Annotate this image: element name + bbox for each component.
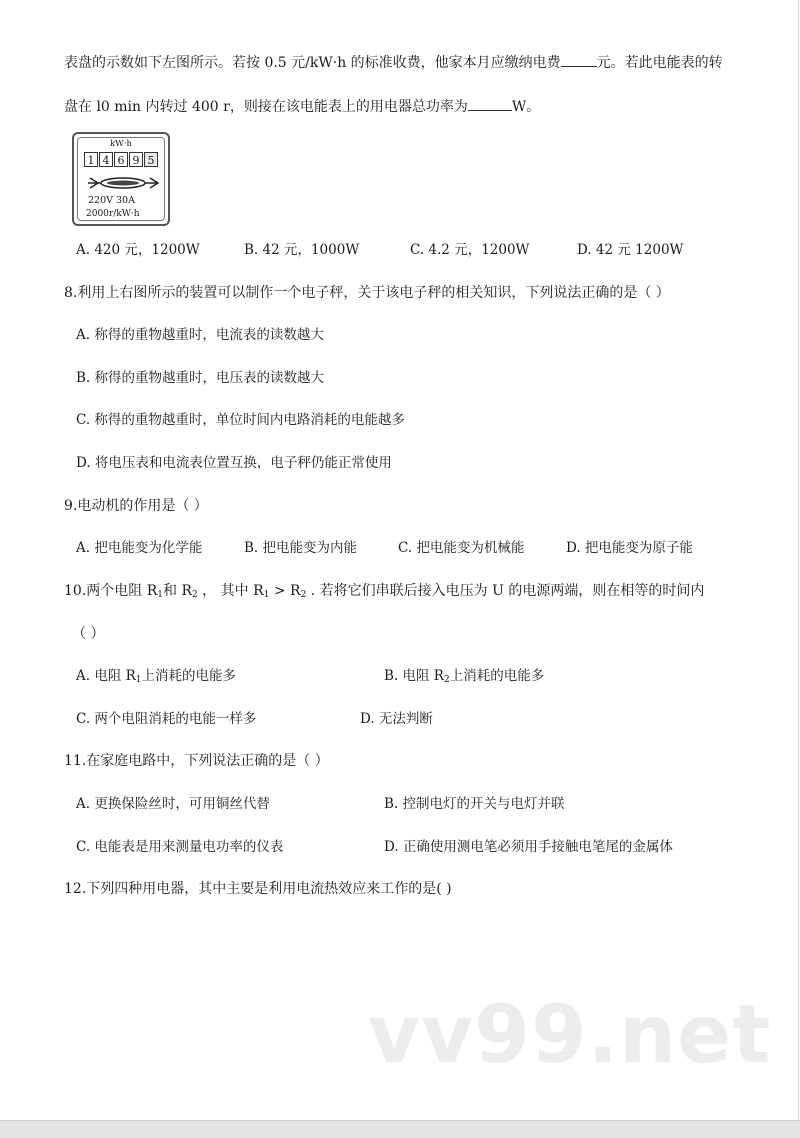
q10-stem-part: ， 其中 R [197, 583, 264, 599]
subscript: 2 [443, 675, 450, 685]
subscript: 2 [192, 590, 198, 600]
meter-digit: 4 [99, 152, 113, 167]
q10-option-b-text: B. 电阻 R [384, 668, 444, 684]
q10-stem-part: 和 R [163, 583, 192, 599]
q9-option-c[interactable]: C. 把电能变为机械能 [398, 540, 525, 556]
q10-option-a-text: 上消耗的电能多 [141, 668, 237, 684]
q9-stem: 9.电动机的作用是（ ） [64, 498, 208, 514]
subscript: 1 [135, 675, 142, 685]
q7-text-line1 [64, 52, 723, 73]
energy-meter-inner [77, 137, 165, 221]
q8-option-d[interactable]: D. 将电压表和电流表位置互换，电子秤仍能正常使用 [76, 455, 392, 471]
q8-option-b[interactable]: B. 称得的重物越重时，电压表的读数越大 [76, 370, 325, 386]
q8-option-c[interactable]: C. 称得的重物越重时，单位时间内电路消耗的电能越多 [76, 412, 405, 428]
q10-answer-paren: （ ） [72, 626, 105, 642]
q9-option-d[interactable]: D. 把电能变为原子能 [566, 540, 693, 556]
meter-digit: 9 [129, 152, 143, 167]
q11-option-a[interactable]: A. 更换保险丝时，可用铜丝代替 [76, 796, 270, 812]
q10-option-a[interactable] [76, 666, 236, 690]
q12-stem: 12.下列四种用电器，其中主要是利用电流热效应来工作的是( ) [64, 881, 452, 897]
meter-digit: 1 [84, 152, 98, 167]
subscript: 1 [263, 590, 270, 600]
q7-option-a[interactable]: A. 420 元，1200W [76, 242, 200, 258]
meter-digits [84, 152, 159, 167]
q11-option-c[interactable]: C. 电能表是用来测量电功率的仪表 [76, 839, 284, 855]
q8-stem: 8.利用上右图所示的装置可以制作一个电子秤，关于该电子秤的相关知识，下列说法正确的是（ ） [64, 285, 670, 301]
q7-blank-fee [561, 52, 597, 67]
q11-option-b[interactable]: B. 控制电灯的开关与电灯并联 [384, 796, 565, 812]
watermark: vv99.net [368, 988, 772, 1081]
q11-option-d[interactable]: D. 正确使用测电笔必须用手接触电笔尾的金属体 [384, 839, 673, 855]
q7-option-b[interactable]: B. 42 元，1000W [244, 242, 360, 258]
q11-stem: 11.在家庭电路中，下列说法正确的是（ ） [64, 753, 329, 769]
meter-rotating-disc-icon [86, 174, 160, 192]
q10-option-b-text: 上消耗的电能多 [449, 668, 545, 684]
q9-option-b[interactable]: B. 把电能变为内能 [244, 540, 358, 556]
meter-spec-voltage-current: 220V 30A [88, 195, 135, 206]
q10-stem [64, 581, 704, 605]
q7-line1-part-b: 元。若此电能表的转 [596, 55, 723, 71]
q10-option-c[interactable]: C. 两个电阻消耗的电能一样多 [76, 711, 257, 727]
q7-text-line2 [64, 96, 540, 117]
q9-option-a[interactable]: A. 把电能变为化学能 [76, 540, 203, 556]
q7-line2-part-a: 盘在 l0 min 内转过 400 r，则接在该电能表上的用电器总功率为 [64, 99, 468, 115]
q7-option-d[interactable]: D. 42 元 1200W [577, 242, 684, 258]
q10-stem-part: . 若将它们串联后接入电压为 U 的电源两端，则在相等的时间内 [306, 583, 705, 599]
q7-line1-part-a: 表盘的示数如下左图所示。若按 0.5 元/kW·h 的标准收费，他家本月应缴纳电费 [64, 55, 561, 71]
q10-stem-part: > R [269, 583, 301, 599]
q10-option-a-text: A. 电阻 R [76, 668, 136, 684]
meter-digit-decimal: 5 [144, 152, 158, 167]
meter-unit: kW·h [109, 139, 133, 149]
q7-option-c[interactable]: C. 4.2 元，1200W [410, 242, 530, 258]
q8-option-a[interactable]: A. 称得的重物越重时，电流表的读数越大 [76, 327, 324, 343]
q10-option-b[interactable] [384, 666, 544, 690]
q10-option-d[interactable]: D. 无法判断 [360, 711, 433, 727]
meter-digit: 6 [114, 152, 128, 167]
subscript: 2 [300, 590, 307, 600]
q7-line2-part-b: W。 [511, 99, 541, 115]
q7-blank-power [468, 96, 512, 111]
meter-spec-revolutions: 2000r/kW·h [86, 209, 140, 219]
energy-meter-figure [72, 132, 170, 226]
viewer-bottom-bar [0, 1120, 800, 1138]
subscript: 1 [157, 590, 163, 600]
q10-stem-part: 10.两个电阻 R [64, 583, 158, 599]
